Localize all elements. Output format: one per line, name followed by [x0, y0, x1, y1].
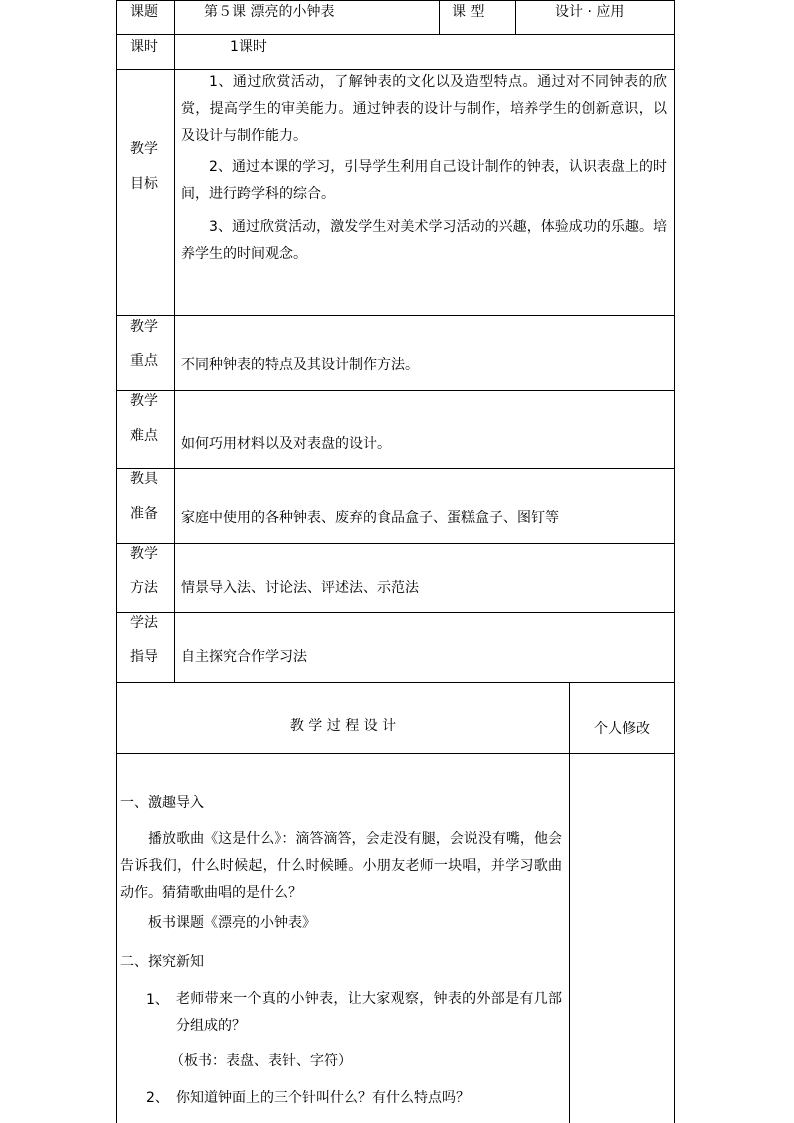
- table-row-divider: [116, 468, 675, 469]
- table-border-top: [116, 0, 675, 1]
- table-label-column-divider: [174, 0, 175, 682]
- list-item-text: 老师带来一个真的小钟表，让大家观察，钟表的外部是有几部分组成的？: [176, 991, 562, 1034]
- hours-label: 课时: [130, 39, 158, 55]
- topic-value: 第５课 漂亮的小钟表: [204, 4, 335, 20]
- topic-label: 课题: [130, 4, 158, 20]
- methods-content: 情景导入法、讨论法、评述法、示范法: [181, 580, 419, 596]
- objective-item: 1、通过欣赏活动，了解钟表的文化以及造型特点。通过对不同钟表的欣赏，提高学生的审美能力。通过钟表的设计与制作，培养学生的创新意识，以及设计与制作能力。: [181, 74, 667, 144]
- materials-content: 家庭中使用的各种钟表、废弃的食品盒子、蛋糕盒子、图钉等: [181, 510, 559, 526]
- focus-label: 重点: [130, 353, 158, 369]
- section-title: 一、激趣导入: [120, 795, 204, 811]
- notes-column-divider: [569, 682, 570, 1123]
- list-item-number: 1、: [146, 992, 169, 1008]
- guidance-label: 指导: [130, 649, 158, 665]
- materials-label: 教具: [130, 471, 158, 487]
- objectives-label: 目标: [130, 176, 158, 192]
- objective-item: 2、通过本课的学习，引导学生利用自己设计制作的钟表，认识表盘上的时间，进行跨学科的综合。: [181, 159, 667, 202]
- difficulty-label: 难点: [130, 428, 158, 444]
- table-column-divider: [439, 0, 440, 35]
- difficulty-label: 教学: [130, 393, 158, 409]
- list-item-number: 2、: [146, 1090, 169, 1106]
- process-title: 教 学 过 程 设 计: [289, 718, 397, 734]
- notes-column-title: 个人修改: [594, 721, 650, 737]
- table-row-divider: [116, 753, 675, 754]
- section-title: 二、探究新知: [120, 954, 204, 970]
- methods-label: 方法: [130, 580, 158, 596]
- table-row-divider: [116, 34, 675, 35]
- objectives-label: 教学: [130, 141, 158, 157]
- difficulty-content: 如何巧用材料以及对表盘的设计。: [181, 436, 391, 452]
- table-column-divider: [515, 0, 516, 35]
- type-label: 课 型: [452, 4, 485, 20]
- hours-value: 1课时: [230, 39, 267, 55]
- focus-content: 不同种钟表的特点及其设计制作方法。: [181, 357, 419, 373]
- table-row-divider: [116, 390, 675, 391]
- table-border-right: [674, 0, 675, 1123]
- methods-label: 教学: [130, 546, 158, 562]
- focus-label: 教学: [130, 319, 158, 335]
- materials-label: 准备: [130, 506, 158, 522]
- table-border-left: [116, 0, 117, 1123]
- process-paragraph: 播放歌曲《这是什么》：滴答滴答，会走没有腿，会说没有嘴，他会告诉我们，什么时候起，什么时候睡。小朋友老师一块唱，并学习歌曲动作。猜猜歌曲唱的是什么？: [120, 831, 562, 901]
- list-item-text: 你知道钟面上的三个针叫什么？有什么特点吗？: [176, 1090, 470, 1106]
- table-row-divider: [116, 612, 675, 613]
- table-row-divider: [116, 543, 675, 544]
- list-item-note: （板书：表盘、表针、字符）: [170, 1053, 352, 1069]
- process-paragraph: 板书课题《漂亮的小钟表》: [148, 915, 316, 931]
- table-row-divider: [116, 682, 675, 683]
- guidance-label: 学法: [130, 615, 158, 631]
- objective-item: 3、通过欣赏活动，激发学生对美术学习活动的兴趣，体验成功的乐趣。培养学生的时间观念。: [181, 219, 667, 262]
- table-row-divider: [116, 315, 675, 316]
- type-value: 设计 · 应用: [555, 4, 625, 20]
- guidance-content: 自主探究合作学习法: [181, 649, 307, 665]
